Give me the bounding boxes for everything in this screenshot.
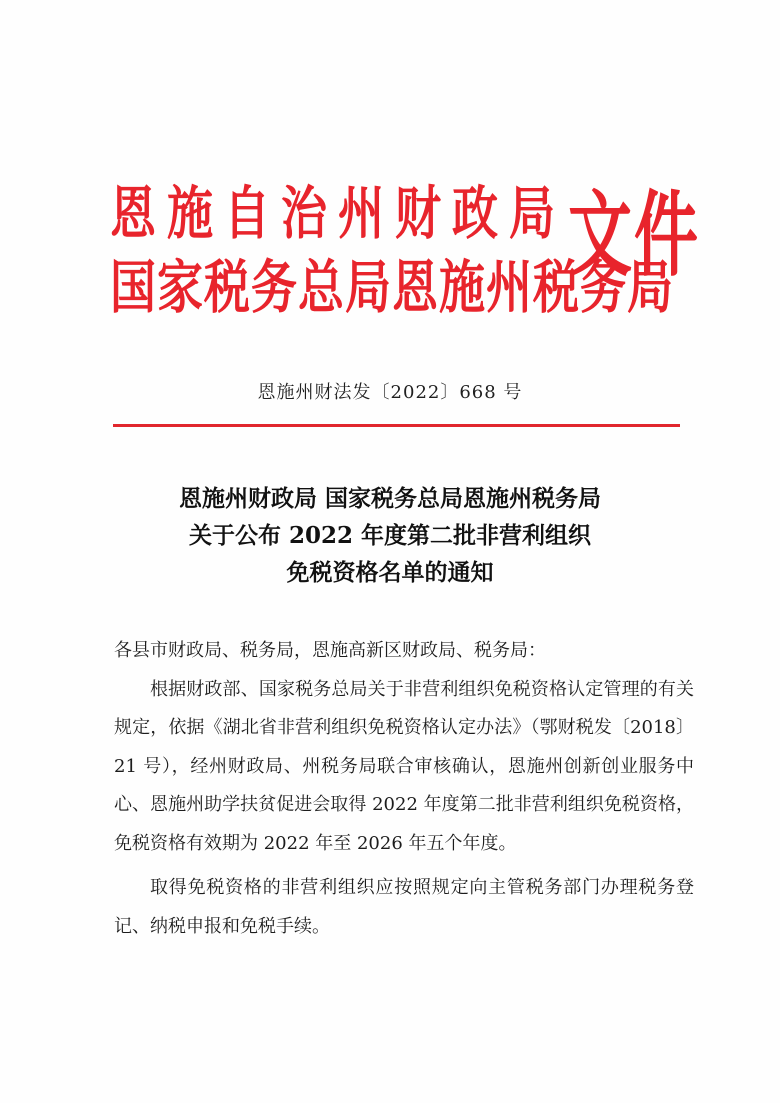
document-number: 恩施州财法发〔2022〕668 号: [257, 382, 523, 403]
red-header: [110, 168, 700, 338]
title-line-1: 恩施州财政局 国家税务总局恩施州税务局: [178, 485, 601, 512]
document-body: [114, 632, 694, 946]
doc-type-label: 文件: [568, 183, 700, 291]
issuer-line-1: 恩施自治州财政局: [110, 179, 566, 247]
body-paragraph-2: 取得免税资格的非营利组织应按照规定向主管税务部门办理税务登记、纳税申报和免税手续。: [114, 877, 694, 937]
body-paragraph-1: 根据财政部、国家税务总局关于非营利组织免税资格认定管理的有关规定，依据《湖北省非营利组织免税资格认定办法》（鄂财税发〔2018〕21 号），经州财政局、州税务局联合审核确认，恩施州创新创业服务中心、恩施州助学扶贫促进会取得 2022 年度第二批非营利组织免税资格，免税资格有效期为 2022 年至 2026 年五个年度。: [114, 678, 694, 854]
issuer-line-2: 国家税务总局恩施州税务局: [110, 253, 674, 321]
salutation: 各县市财政局、税务局，恩施高新区财政局、税务局：: [114, 640, 546, 661]
document-title: [0, 480, 780, 591]
title-line-3: 免税资格名单的通知: [286, 559, 494, 586]
red-divider: [113, 424, 680, 427]
title-line-2: 关于公布 2022 年度第二批非营利组织: [188, 522, 592, 549]
